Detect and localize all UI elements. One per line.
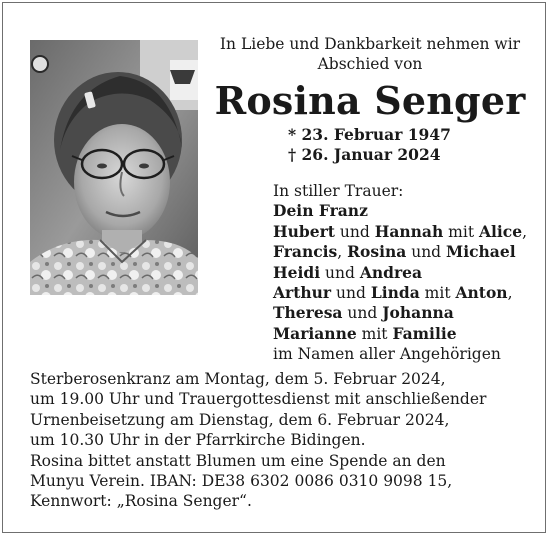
- mourner-segment: Johanna: [382, 303, 454, 323]
- mourner-segment: Dein Franz: [273, 201, 368, 221]
- mourner-line: [273, 344, 527, 364]
- mourner-segment: Familie: [392, 323, 457, 343]
- mourner-segment: und: [331, 284, 371, 303]
- mourner-segment: mit: [419, 284, 456, 303]
- mourner-segment: mit: [356, 324, 393, 343]
- mourner-segment: Francis: [273, 242, 338, 262]
- mourner-segment: Theresa: [273, 303, 343, 323]
- notice-line: Urnenbeisetzung am Dienstag, dem 6. Februar 2024,: [30, 410, 450, 429]
- mourner-segment: mit: [443, 222, 479, 241]
- service-notice: [30, 369, 486, 512]
- notice-line: um 10.30 Uhr in der Pfarrkirche Bidingen.: [30, 431, 366, 450]
- mourner-segment: Andrea: [359, 262, 423, 282]
- intro-line-2: Abschied von: [317, 55, 423, 73]
- mourners-heading: In stiller Trauer:: [273, 182, 404, 200]
- mourner-segment: Rosina: [347, 242, 407, 262]
- deceased-name: Rosina Senger: [214, 78, 526, 123]
- mourner-segment: Heidi: [273, 262, 321, 282]
- mourner-line: [273, 324, 527, 344]
- intro-line-1: In Liebe und Dankbarkeit nehmen wir: [219, 35, 521, 53]
- mourner-line: [273, 222, 527, 242]
- mourner-segment: Michael: [446, 242, 516, 262]
- notice-line: Sterberosenkranz am Montag, dem 5. Februar 2024,: [30, 370, 446, 388]
- mourner-segment: und: [406, 243, 447, 262]
- portrait-photo: [30, 40, 198, 295]
- mourner-segment: Linda: [370, 283, 420, 303]
- mourner-line: [273, 303, 527, 323]
- mourner-segment: ,: [507, 284, 513, 303]
- notice-line: um 19.00 Uhr und Trauergottesdienst mit anschließender: [30, 390, 487, 409]
- mourner-segment: Marianne: [273, 323, 357, 343]
- mourner-segment: Hubert: [273, 221, 335, 241]
- mourner-segment: Anton: [455, 283, 508, 303]
- mourner-line: [273, 201, 527, 221]
- mourner-segment: ,: [522, 222, 528, 241]
- mourner-segment: Alice: [479, 221, 523, 241]
- intro-text: [212, 34, 528, 74]
- mourners-block: [273, 181, 527, 365]
- notice-line: Munyu Verein. IBAN: DE38 6302 0086 0310 9098 15,: [30, 472, 453, 491]
- mourner-line: [273, 283, 527, 303]
- notice-line: Kennwort: „Rosina Senger“.: [30, 492, 252, 511]
- life-dates: [288, 125, 451, 165]
- mourner-line: [273, 263, 527, 283]
- birth-date: * 23. Februar 1947: [288, 125, 451, 144]
- notice-line: Rosina bittet anstatt Blumen um eine Spende an den: [30, 451, 446, 470]
- mourner-segment: und: [342, 304, 383, 323]
- mourner-segment: ,: [337, 243, 348, 262]
- mourner-segment: im Namen aller Angehörigen: [273, 345, 501, 364]
- mourner-line: [273, 242, 527, 262]
- mourner-segment: und: [334, 222, 375, 241]
- mourner-segment: und: [320, 263, 360, 282]
- death-date: † 26. Januar 2024: [288, 145, 441, 164]
- mourner-segment: Arthur: [273, 283, 332, 303]
- mourner-segment: Hannah: [374, 221, 444, 241]
